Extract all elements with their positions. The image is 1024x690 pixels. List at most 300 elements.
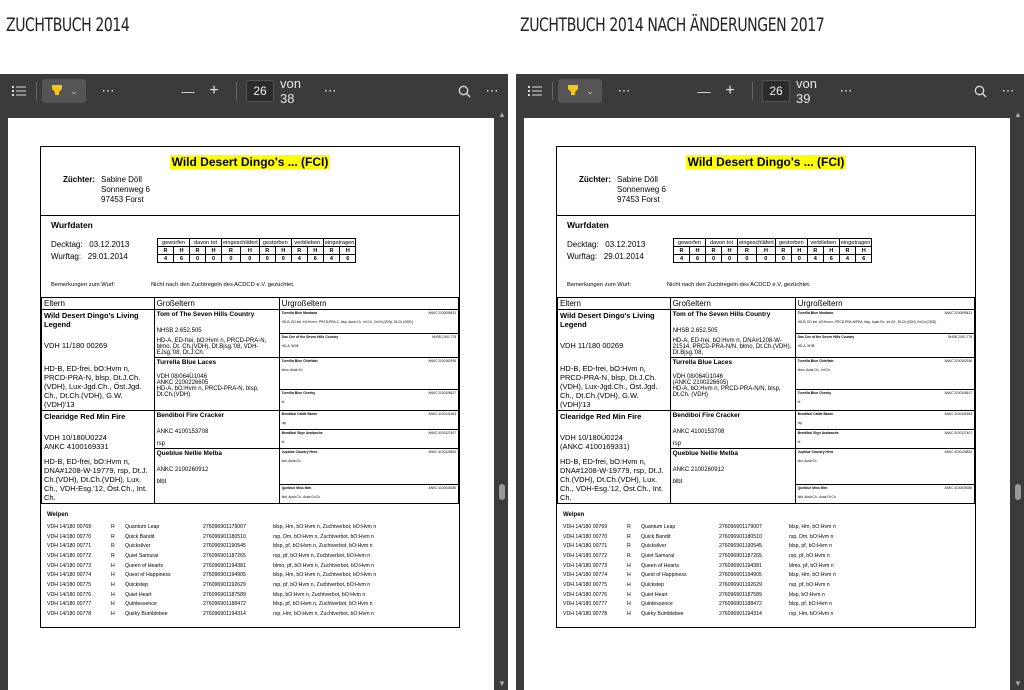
list-item xyxy=(47,551,453,561)
sex-cell: H xyxy=(340,247,356,255)
puppy-name: Queen of Hearts xyxy=(641,562,680,569)
puppy-chip: 276096901194381 xyxy=(719,562,762,569)
pdf-viewer-right xyxy=(516,74,1024,690)
litter-data xyxy=(41,215,459,297)
puppy-name: Quiet Samurai xyxy=(641,552,675,559)
list-item xyxy=(47,590,453,600)
ggp-info: rsp xyxy=(281,421,287,425)
puppy-chip: 276096901188472 xyxy=(203,601,246,608)
ggp-reg: ANKC 4100127407 xyxy=(944,431,972,435)
puppy-sex: R xyxy=(627,552,631,559)
pedigree-table xyxy=(41,297,459,504)
puppy-chip: 276096901187589 xyxy=(719,591,762,598)
ggp-reg: NHSB 2.501.778 xyxy=(948,335,972,339)
pdf-page xyxy=(8,118,494,690)
puppy-chip: 276096901194314 xyxy=(203,611,246,618)
sex-cell: H xyxy=(206,247,222,255)
puppy-reg: VDH 14/180 00770 xyxy=(47,533,92,540)
puppy-info: blsp, bO:Hvm n, Zuchtverbot, bO:Hvm n xyxy=(273,591,366,598)
puppies-section xyxy=(557,504,975,627)
litter-col-header: gestorben xyxy=(259,239,291,247)
list-item xyxy=(563,570,969,580)
puppy-info: rsp, pf, bO:Hvm n, Zuchtverbot, bO:Hvm n xyxy=(273,581,371,588)
grandparent-cell: Turrella Blue Laces VDH 08/064Ü1046 (ANKC 2100226605) HD-A, bO:Hvm n, PRCD-PRA-N/N, blsp, Dt.Ch. (VDH) xyxy=(670,358,795,411)
page-count: von 39 xyxy=(796,76,817,106)
puppy-info: rsp, Hm, bO:Hvm n, Zuchtverbot, bO:Hvm n xyxy=(273,611,374,618)
ggp-reg: ANKC 4100127407 xyxy=(428,431,456,435)
count-cell: 0 xyxy=(222,255,241,263)
sex-cell: R xyxy=(259,247,275,255)
puppy-name: Quest of Happiness xyxy=(125,572,171,579)
ggp-info: blsf, Austr.Ch. xyxy=(281,459,302,463)
sire-name: Wild Desert Dingo's Living Legend xyxy=(560,311,655,329)
birth-date: 29.01.2014 xyxy=(603,252,644,261)
sex-cell: R xyxy=(222,247,241,255)
ggp-cell xyxy=(795,310,974,334)
ggp-reg: ANKC 2100095431 xyxy=(428,311,456,315)
heading-right: ZUCHTBUCH 2014 NACH ÄNDERUNGEN 2017 xyxy=(520,14,825,36)
puppy-info: rsp, Dm, bO:Hvm n xyxy=(789,533,834,540)
count-cell: 6 xyxy=(340,255,356,263)
puppy-sex: H xyxy=(111,601,115,608)
puppy-info: blsp, Hm, bO:Hvm n xyxy=(789,572,836,579)
sex-cell: R xyxy=(323,247,339,255)
zoom-in-button[interactable]: + xyxy=(725,82,735,99)
overflow-menu-button[interactable]: ⋯ xyxy=(1001,83,1015,98)
count-cell: 0 xyxy=(775,255,791,263)
count-cell: 4 xyxy=(674,255,690,263)
puppy-name: Quicksilver xyxy=(125,543,151,550)
sex-cell: R xyxy=(706,247,722,255)
puppy-sex: H xyxy=(111,581,115,588)
sire-cell xyxy=(558,310,671,411)
sire-name: Wild Desert Dingo's Living Legend xyxy=(44,311,139,329)
puppy-sex: H xyxy=(627,591,631,598)
puppy-chip: 276096901194381 xyxy=(203,562,246,569)
sex-cell: R xyxy=(674,247,690,255)
ggp-cell xyxy=(795,358,974,390)
ggp-info: bt xyxy=(281,440,285,444)
ggp-cell xyxy=(795,334,974,358)
grandparent-cell: Queblue Nellie Melba ANKC 2100260912 blbt xyxy=(670,449,795,504)
mating-date: 03.12.2013 xyxy=(605,240,646,249)
page-count: von 38 xyxy=(280,76,301,106)
puppy-reg: VDH 14/180 00776 xyxy=(47,591,92,598)
ggp-name: Turrella Blue Cheeky xyxy=(797,391,832,395)
ggp-cell xyxy=(795,411,974,430)
puppy-name: Quantum Leap xyxy=(641,523,676,530)
puppies-section xyxy=(41,504,459,627)
puppy-name: Quantum Leap xyxy=(125,523,160,530)
puppy-chip: 276096901192629 xyxy=(719,581,762,588)
ggp-name: Turrella Blue Montana xyxy=(797,311,834,315)
ggp-info: HD-A, W'08 xyxy=(281,344,299,348)
dam-name: Clearidge Red Min Fire xyxy=(560,412,642,421)
puppy-sex: R xyxy=(627,543,631,550)
ggp-cell xyxy=(795,390,974,411)
puppy-info: rsp, pf, bO:Hvm n, Zuchtverbot, bO:Hvm n xyxy=(273,552,371,559)
ggp-info: bt xyxy=(797,440,801,444)
ggp-reg: ANKC 4100141663 xyxy=(944,412,972,416)
puppy-reg: VDH 14/180 00769 xyxy=(563,523,608,530)
count-cell: 0 xyxy=(206,255,222,263)
sex-cell: R xyxy=(775,247,791,255)
dam-info: HD-B, ED-frei, bO:Hvm n, DNA#1208-W-19779, rsp, Dt.J. Ch.(VDH), Dt.Ch.(VDH), Lux. Ch., VDH-Esg.'12, Öst.Ch., Int. Ch. xyxy=(44,457,148,502)
litter-col-header: gestorben xyxy=(775,239,807,247)
ggp-reg: ANKC 4100049285 xyxy=(944,486,972,490)
list-item xyxy=(563,580,969,590)
puppy-chip: 276096901180510 xyxy=(203,533,246,540)
scrollbar[interactable] xyxy=(496,108,508,690)
more-button-right[interactable]: ⋯ xyxy=(323,83,337,98)
count-cell: 6 xyxy=(174,255,190,263)
ggp-name: Turrella Blue Cheeky xyxy=(281,391,316,395)
puppy-reg: VDH 14/180 00778 xyxy=(563,611,608,618)
breeder-label: Züchter: xyxy=(579,175,611,184)
scrollbar-thumb[interactable] xyxy=(499,484,505,500)
puppy-sex: R xyxy=(627,533,631,540)
scrollbar[interactable] xyxy=(1012,108,1024,690)
page-number-input[interactable]: 26 xyxy=(762,80,790,102)
grandparent-cell: Bendiboi Fire Cracker ANKC 4100153708 rsp xyxy=(670,411,795,449)
puppy-sex: R xyxy=(111,533,115,540)
list-item xyxy=(47,561,453,571)
puppy-reg: VDH 14/180 00776 xyxy=(563,591,608,598)
sire-reg: VDH 11/180 00269 xyxy=(560,341,624,350)
puppy-chip: 276096901179007 xyxy=(203,523,246,530)
great-grandparents-header: Urgroßeltern xyxy=(795,298,974,310)
litter-col-header: davon tot xyxy=(706,239,738,247)
count-cell: 0 xyxy=(706,255,722,263)
viewer-toolbar xyxy=(0,74,508,108)
puppy-name: Quick Bandit xyxy=(641,533,671,540)
pdf-viewer-left xyxy=(0,74,508,690)
breeder-city: 97453 Forst xyxy=(617,195,660,204)
great-grandparents-header: Urgroßeltern xyxy=(279,298,458,310)
highlight-button[interactable] xyxy=(42,79,86,103)
count-cell: 0 xyxy=(791,255,807,263)
puppy-name: Quiet Samurai xyxy=(125,552,159,559)
count-cell: 0 xyxy=(756,255,775,263)
sire-cell xyxy=(42,310,155,411)
sex-cell: H xyxy=(722,247,738,255)
list-item xyxy=(563,590,969,600)
list-item xyxy=(47,570,453,580)
ggp-reg: ANKC 2100108617 xyxy=(428,391,456,395)
ggp-info: bt xyxy=(797,400,801,404)
highlighter-icon xyxy=(566,83,580,100)
puppy-name: Quick Bandit xyxy=(125,533,155,540)
chevron-down-icon: ⌄ xyxy=(586,85,594,96)
mating-date-label: Decktag: xyxy=(567,240,599,249)
ggp-name: Turrella Blue Chieftain xyxy=(797,359,834,363)
remarks-label: Bemerkungen zum Wurf: xyxy=(51,282,116,288)
search-icon[interactable] xyxy=(454,79,474,103)
puppy-info: blsp, pf, bO:Hvm n xyxy=(789,601,832,608)
heading-left: ZUCHTBUCH 2014 xyxy=(6,14,130,36)
puppy-sex: H xyxy=(627,572,631,579)
ggp-info: HD-B, ED-frei, bO:Hvm n, PRCD-PRA-N/PRA, blsp, Austr.Ch., Int.Ch., Dt.Ch.(VDH), Dt.Ch.(CfDD) xyxy=(797,320,937,324)
dam-name: Clearidge Red Min Fire xyxy=(44,412,126,421)
list-item xyxy=(563,541,969,551)
scroll-up-icon[interactable]: ▲ xyxy=(498,110,506,119)
ggp-reg: ANKC 4100141663 xyxy=(428,412,456,416)
ggp-info: blsf, Austr.Ch. xyxy=(797,459,818,463)
list-icon[interactable] xyxy=(8,79,30,103)
puppy-name: Quirky Bumblebee xyxy=(125,611,168,618)
list-item xyxy=(47,580,453,590)
remarks-label: Bemerkungen zum Wurf: xyxy=(567,282,632,288)
puppy-reg: VDH 14/180 00774 xyxy=(47,572,92,579)
puppy-chip: 276096901179007 xyxy=(719,523,762,530)
ggp-reg: ANKC 2100162936 xyxy=(428,359,456,363)
scroll-down-icon[interactable]: ▼ xyxy=(1014,679,1022,688)
ggp-cell xyxy=(279,310,458,334)
grandparent-cell: Turrella Blue Laces VDH 08/064Ü1046 ANKC 2100226605 HD-A, bO:Hvm n, PRCD-PRA-N, blsp, Dt.Ch.(VDH) xyxy=(154,358,279,411)
grandparent-cell: Queblue Nellie Melba ANKC 2100260912 blbt xyxy=(154,449,279,504)
list-item xyxy=(563,600,969,610)
litter-col-header: eingeschläfert xyxy=(739,239,774,246)
puppy-name: Queen of Hearts xyxy=(125,562,164,569)
puppy-reg: VDH 14/180 00777 xyxy=(563,601,608,608)
highlight-button[interactable] xyxy=(558,79,602,103)
ggp-info: rsp xyxy=(797,421,803,425)
count-cell: 6 xyxy=(690,255,706,263)
sex-cell: H xyxy=(275,247,291,255)
puppy-sex: R xyxy=(111,523,115,530)
overflow-menu-button[interactable]: ⋯ xyxy=(485,83,499,98)
litter-heading: Wurfdaten xyxy=(51,220,93,230)
ggp-reg: ANKC 2100095431 xyxy=(944,311,972,315)
grandparents-header: Großeltern xyxy=(670,298,795,310)
breeder-street: Sonnenweg 6 xyxy=(617,185,666,194)
zoom-in-button[interactable]: + xyxy=(209,82,219,99)
puppy-reg: VDH 14/180 00777 xyxy=(47,601,92,608)
puppies-heading: Welpen xyxy=(563,512,585,518)
litter-col-header: verblieben xyxy=(807,239,839,247)
puppy-reg: VDH 14/180 00771 xyxy=(563,543,608,550)
zoom-out-button[interactable]: — xyxy=(181,83,195,99)
breeding-record xyxy=(556,146,976,628)
puppy-sex: H xyxy=(111,572,115,579)
document-viewport[interactable] xyxy=(0,108,508,690)
puppy-info: blsp, pf, bO:Hvm n, Zuchtverbot, bO:Hvm n xyxy=(273,601,373,608)
litter-table xyxy=(157,238,356,263)
dam-reg2: (ANKC 4100169331) xyxy=(560,442,630,451)
puppy-reg: VDH 14/180 00772 xyxy=(563,552,608,559)
puppy-chip: 276096901194905 xyxy=(203,572,246,579)
ggp-cell xyxy=(279,430,458,449)
ggp-cell xyxy=(279,358,458,390)
puppy-chip: 276096901187265 xyxy=(203,552,246,559)
puppy-info: blmo, pf, bO:Hvm n, Zuchtverbot, bO:Hvm n xyxy=(273,562,375,569)
puppy-info: blmo, pf, bO:Hvm n xyxy=(789,562,834,569)
pdf-page xyxy=(524,118,1010,690)
sex-cell: H xyxy=(823,247,839,255)
kennel-title: Wild Desert Dingo's ... (FCI) xyxy=(687,155,845,169)
puppy-chip: 276096901190545 xyxy=(203,543,246,550)
chevron-down-icon: ⌄ xyxy=(70,85,78,96)
sex-cell: R xyxy=(807,247,823,255)
breeder-city: 97453 Forst xyxy=(101,195,144,204)
puppy-reg: VDH 14/180 00770 xyxy=(563,533,608,540)
list-item xyxy=(563,561,969,571)
list-item xyxy=(47,600,453,610)
scroll-down-icon[interactable]: ▼ xyxy=(498,679,506,688)
list-item xyxy=(563,551,969,561)
ggp-name: Jupblue Country Hero xyxy=(797,450,834,454)
puppy-chip: 276096901192629 xyxy=(203,581,246,588)
scroll-up-icon[interactable]: ▲ xyxy=(1014,110,1022,119)
ggp-name: Jupblue Country Hero xyxy=(281,450,318,454)
count-cell: 0 xyxy=(275,255,291,263)
puppy-info: blsp, Hm, bO:Hvm n, Zuchtverbot, bO:Hvm n xyxy=(273,572,377,579)
ggp-info: blmo, Austr.Ch. xyxy=(281,368,304,372)
litter-col-header: davon tot xyxy=(190,239,222,247)
dam-reg2: ANKC 4100169331 xyxy=(44,442,109,451)
ggp-info: HD-A, W'08 xyxy=(797,344,815,348)
ggp-reg: ANKC 4100126825 xyxy=(428,450,456,454)
puppy-name: Quest of Happiness xyxy=(641,572,687,579)
breeder-name: Sabine Döll xyxy=(101,175,142,184)
ggp-info: blbf, Austr.Ch., Austr.Gr.Ch. xyxy=(797,495,837,499)
breeder-name: Sabine Döll xyxy=(617,175,658,184)
sex-cell: H xyxy=(307,247,323,255)
ggp-cell xyxy=(279,334,458,358)
sire-info: HD-B, ED-frei, bO:Hvm n, PRCD-PRA-N, blsp, Dt.J.Ch. (VDH), Lux-Jgd.Ch., Öst.Jgd. Ch., Dt.Ch.(VDH), G.W. (VDH)'13 xyxy=(560,364,658,409)
puppy-info: blsp, Hm, bO:Hvm n xyxy=(789,523,836,530)
puppy-sex: H xyxy=(627,601,631,608)
grandparent-cell: Tom of The Seven Hills Country NHSB 2.652.505 HD-A, ED-frei, bO:Hvm n, PRCD-PRA-N, blmo, Dt. Ch.(VDH), Dt.Bjsg.'08, VDH-EJsg.'08, Dt.J.Ch. xyxy=(154,310,279,358)
puppy-reg: VDH 14/180 00773 xyxy=(47,562,92,569)
count-cell: 0 xyxy=(738,255,757,263)
ggp-cell xyxy=(795,449,974,485)
sex-cell: R xyxy=(738,247,757,255)
ggp-name: Queblue Miss Mim xyxy=(797,486,828,490)
puppy-info: blsp, pf, bO:Hvm n, Zuchtverbot, bO:Hvm n xyxy=(273,543,373,550)
dam-cell xyxy=(42,411,155,504)
puppy-reg: VDH 14/180 00773 xyxy=(563,562,608,569)
document-viewport[interactable] xyxy=(516,108,1024,690)
dam-reg: VDH 10/180Ü0224 xyxy=(44,433,107,442)
breeder-label: Züchter: xyxy=(63,175,95,184)
litter-col-header: eingetragen xyxy=(840,239,871,246)
sire-reg: VDH 11/180 00269 xyxy=(44,341,108,350)
puppy-sex: H xyxy=(627,562,631,569)
puppy-chip: 276096901190545 xyxy=(719,543,762,550)
ggp-cell xyxy=(795,430,974,449)
puppy-reg: VDH 14/180 00771 xyxy=(47,543,92,550)
sire-info: HD-B, ED-frei, bO:Hvm n, PRCD-PRA-N, blsp, Dt.J.Ch. (VDH), Lux-Jgd.Ch., Öst.Jgd. Ch., Dt.Ch.(VDH), G.W. (VDH)'13 xyxy=(44,364,142,409)
sex-cell: R xyxy=(190,247,206,255)
puppy-name: Quicksilver xyxy=(641,543,667,550)
dam-info: HD-B, ED-frei, bO:Hvm n, DNA#1208-W-19779, rsp, Dt.J. Ch.(VDH), Dt.Ch.(VDH), Lux. Ch., VDH-Esg.'12, Öst.Ch., Int. Ch. xyxy=(560,457,664,502)
dam-reg: VDH 10/180Ü0224 xyxy=(560,433,623,442)
count-cell: 4 xyxy=(158,255,174,263)
count-cell: 4 xyxy=(807,255,823,263)
litter-heading: Wurfdaten xyxy=(567,220,609,230)
kennel-title: Wild Desert Dingo's ... (FCI) xyxy=(171,155,329,169)
list-item xyxy=(47,522,453,532)
list-item xyxy=(563,522,969,532)
puppy-reg: VDH 14/180 00772 xyxy=(47,552,92,559)
puppy-sex: H xyxy=(627,611,631,618)
ggp-cell xyxy=(279,390,458,411)
puppy-info: rsp, Dm, bO:Hvm n, Zuchtverbot, bO:Hvm n xyxy=(273,533,374,540)
sex-cell: H xyxy=(174,247,190,255)
more-button-left[interactable]: ⋯ xyxy=(101,83,115,98)
ggp-reg: ANKC 2100162936 xyxy=(944,359,972,363)
count-cell: 0 xyxy=(240,255,259,263)
birth-date-label: Wurftag: xyxy=(567,252,598,261)
sex-cell: R xyxy=(839,247,855,255)
count-cell: 6 xyxy=(307,255,323,263)
list-icon[interactable] xyxy=(524,79,546,103)
litter-col-header: verblieben xyxy=(291,239,323,247)
litter-data xyxy=(557,215,975,297)
mating-date: 03.12.2013 xyxy=(89,240,130,249)
more-button-left[interactable]: ⋯ xyxy=(617,83,631,98)
puppy-chip: 276096901194314 xyxy=(719,611,762,618)
puppy-sex: R xyxy=(111,543,115,550)
puppy-sex: H xyxy=(627,581,631,588)
puppy-reg: VDH 14/180 00775 xyxy=(563,581,608,588)
puppy-name: Quickstep xyxy=(125,581,149,588)
ggp-name: Turrella Blue Chieftain xyxy=(281,359,318,363)
ggp-info: HD-B, ED-frei, bO:Hvm n, PRCD-PRA-C, blsp, Austr.Ch., Int.Ch., Dt.Ch.(VDH), Dt.Ch.(CfDD) xyxy=(281,320,413,324)
puppy-name: Quintessence xyxy=(641,601,673,608)
count-cell: 4 xyxy=(323,255,339,263)
puppy-reg: VDH 14/180 00774 xyxy=(563,572,608,579)
ggp-name: Bendiboi Cattle Baron xyxy=(281,412,318,416)
parents-header: Eltern xyxy=(558,298,671,310)
puppy-sex: H xyxy=(111,611,115,618)
sex-cell: H xyxy=(690,247,706,255)
puppy-info: rsp, pf, bO:Hvm n xyxy=(789,581,830,588)
count-cell: 6 xyxy=(823,255,839,263)
zoom-out-button[interactable]: — xyxy=(697,83,711,99)
remarks-value: Nicht nach den Zuchtregeln des ACDCD e.V. gezüchtet. xyxy=(151,282,295,288)
ggp-info: blbf, Austr.Ch., Austr.Gr.Ch. xyxy=(281,495,321,499)
remarks-value: Nicht nach den Zuchtregeln des ACDCD e.V. gezüchtet. xyxy=(667,282,811,288)
litter-col-header: eingeschläfert xyxy=(223,239,258,246)
list-item xyxy=(47,541,453,551)
mating-date-label: Decktag: xyxy=(51,240,83,249)
puppy-name: Quiet Heart xyxy=(125,591,152,598)
ggp-cell xyxy=(279,449,458,485)
search-icon[interactable] xyxy=(970,79,990,103)
puppy-info: rsp, Hm, bO:Hvm n xyxy=(789,611,834,618)
viewer-toolbar xyxy=(516,74,1024,108)
grandparent-cell: Bendiboi Fire Cracker ANKC 4100153708 rsp xyxy=(154,411,279,449)
puppy-reg: VDH 14/180 00769 xyxy=(47,523,92,530)
parents-header: Eltern xyxy=(42,298,155,310)
grandparents-header: Großeltern xyxy=(154,298,279,310)
scrollbar-thumb[interactable] xyxy=(1015,484,1021,500)
sex-cell: R xyxy=(158,247,174,255)
birth-date-label: Wurftag: xyxy=(51,252,82,261)
grandparent-cell: Tom of The Seven Hills Country NHSB 2.652.505 HD-A, ED-frei, bO:Hvm n, DNA#1208-W-21514, PRCD-PRA-N/N, blmo, Dt.Ch.(VDH), Dt.Bjsg.'08, xyxy=(670,310,795,358)
ggp-cell xyxy=(279,411,458,430)
breeder-street: Sonnenweg 6 xyxy=(101,185,150,194)
puppy-chip: 276096901188472 xyxy=(719,601,762,608)
page-number-input[interactable]: 26 xyxy=(246,80,274,102)
count-cell: 4 xyxy=(291,255,307,263)
more-button-right[interactable]: ⋯ xyxy=(839,83,853,98)
puppy-chip: 276096901180510 xyxy=(719,533,762,540)
puppy-chip: 276096901194905 xyxy=(719,572,762,579)
puppy-name: Quirky Bumblebee xyxy=(641,611,684,618)
